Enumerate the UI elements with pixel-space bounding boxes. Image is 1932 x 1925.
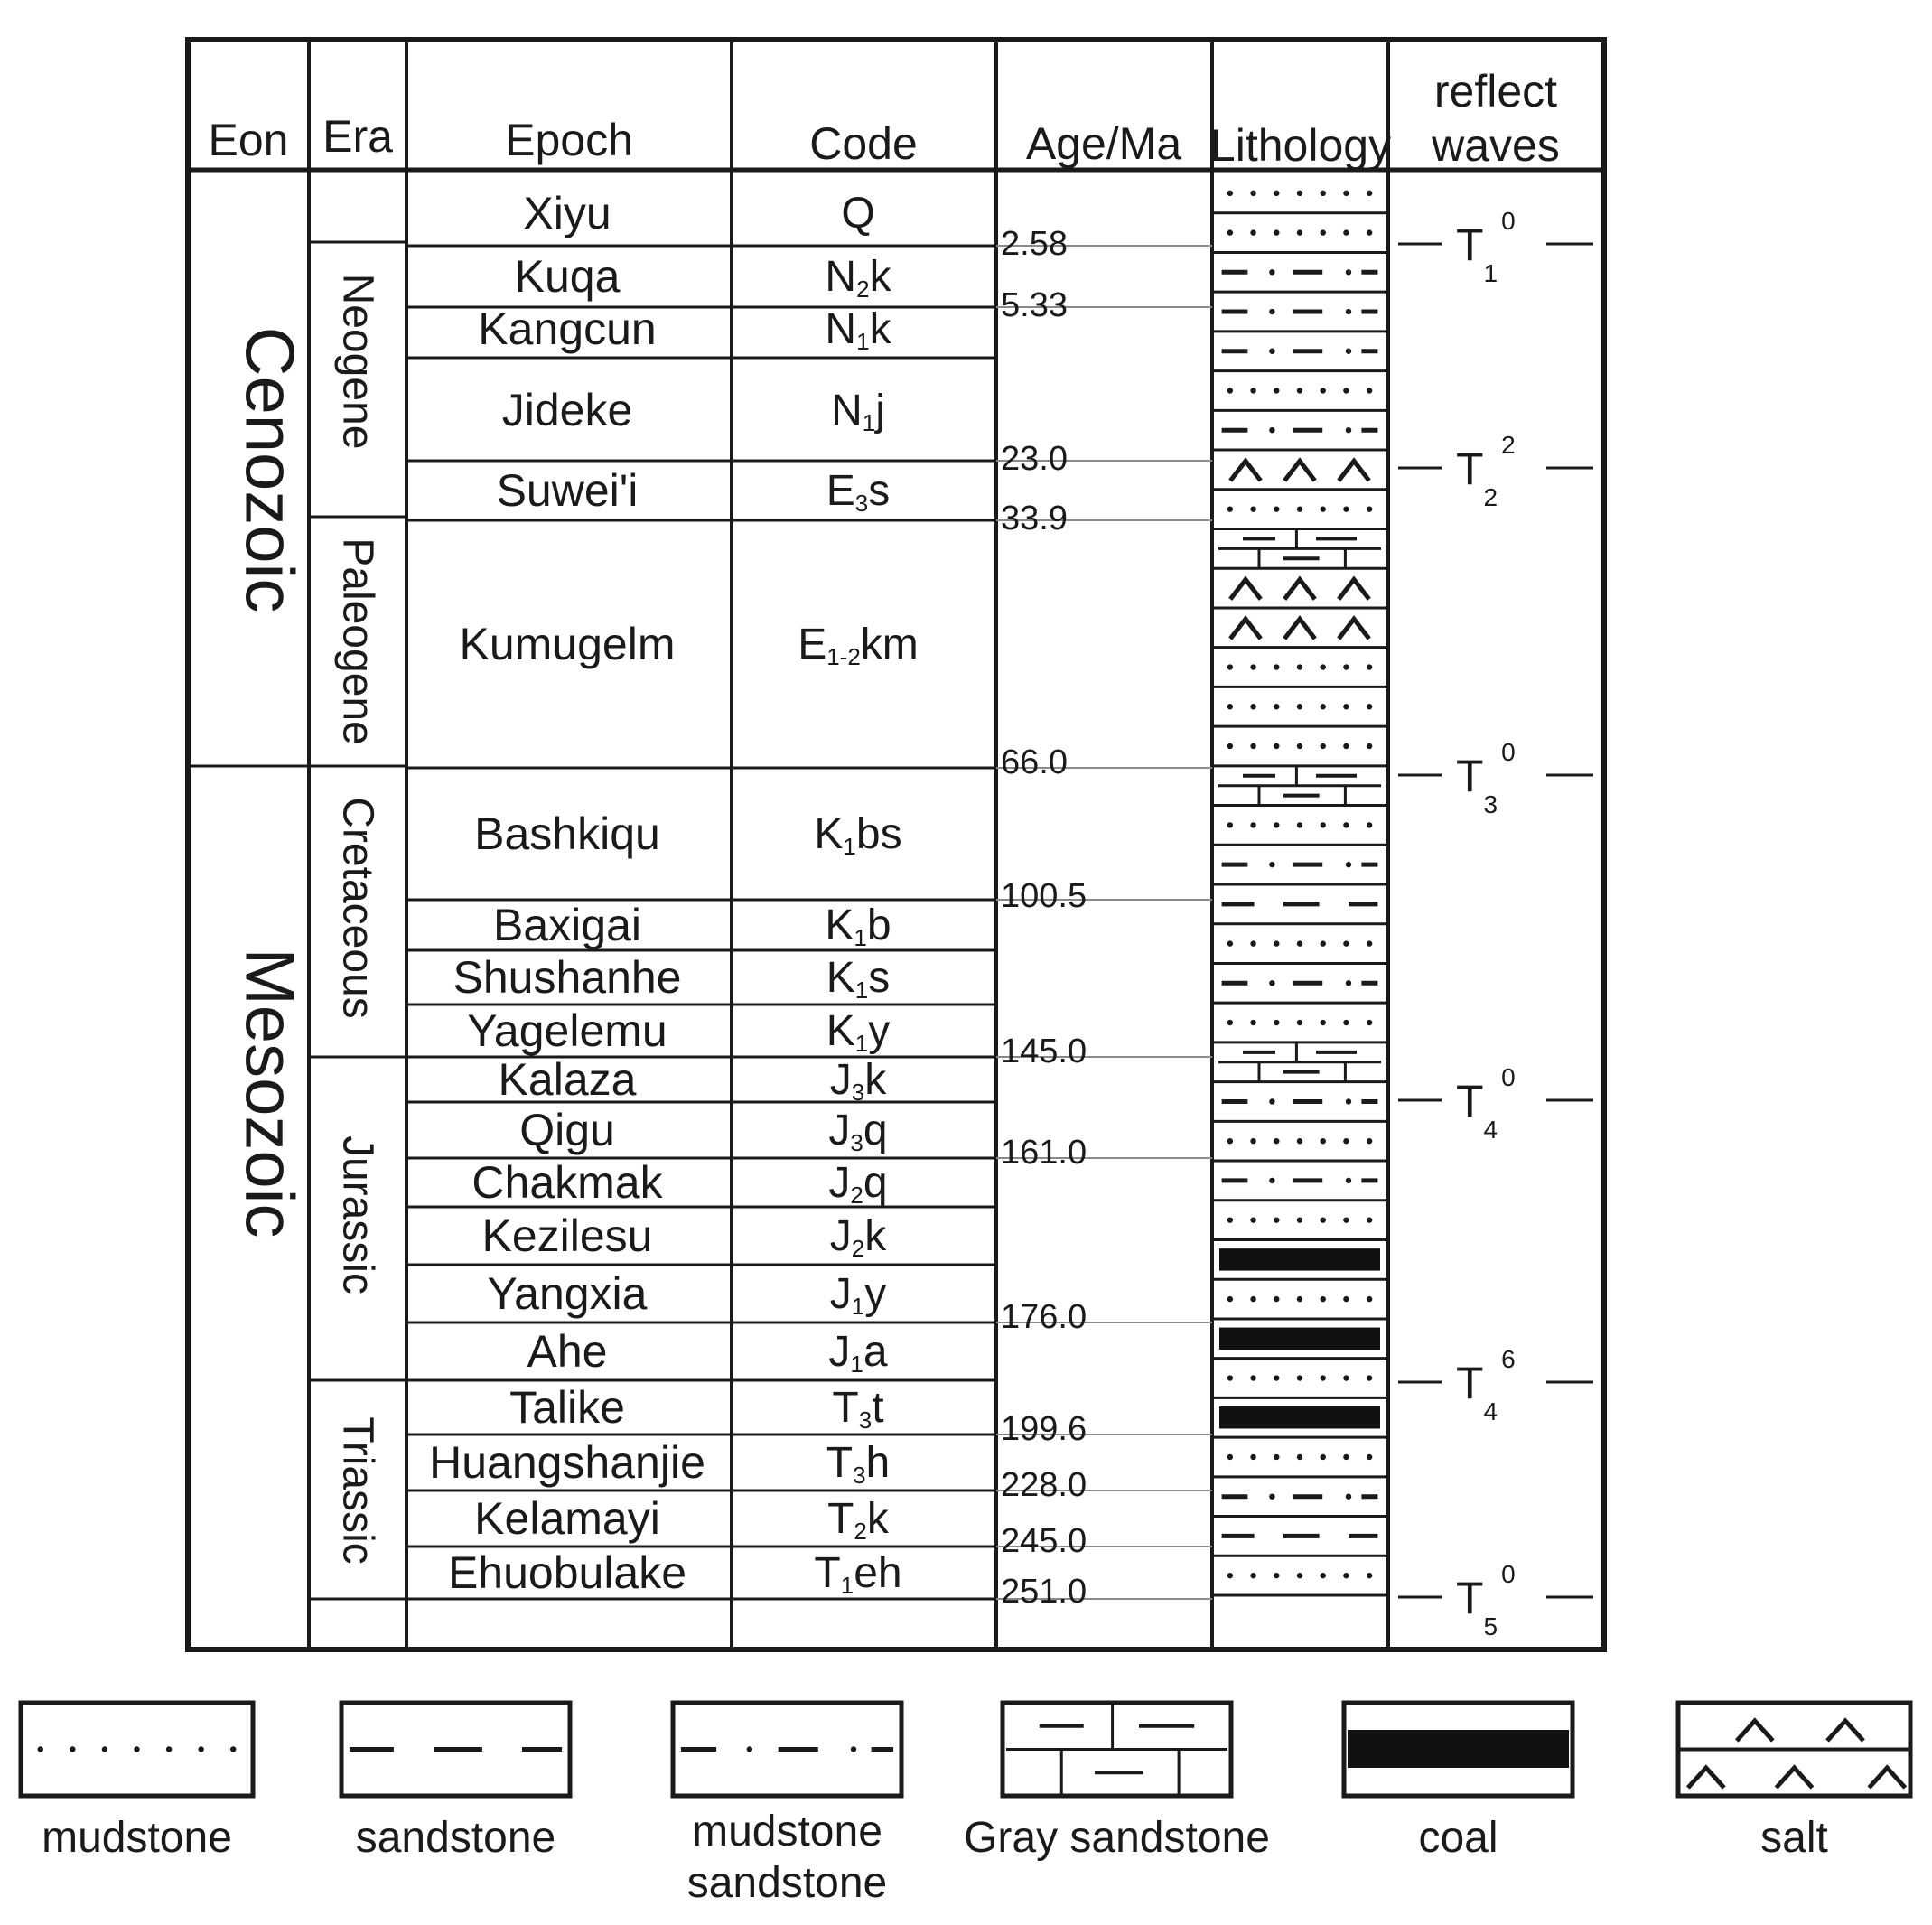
epoch-label: Yagelemu xyxy=(467,1005,667,1056)
code-label: Q xyxy=(841,189,875,238)
epoch-label: Ahe xyxy=(527,1326,608,1377)
lithology-layer xyxy=(1213,309,1386,332)
era-label-triassic: Triassic xyxy=(333,1416,382,1565)
lithology-layer xyxy=(1213,1098,1386,1121)
epoch-column xyxy=(429,188,705,1598)
header-waves: waves xyxy=(1432,120,1560,171)
code-label: $J_2k$ xyxy=(829,1211,887,1262)
legend-item xyxy=(1678,1703,1910,1862)
eon-label-cenozoic: Cenozoic xyxy=(230,326,308,613)
epoch-label: Kalaza xyxy=(498,1054,637,1105)
reflect-wave-marker xyxy=(1398,207,1593,287)
legend-item xyxy=(21,1703,253,1862)
lithology-layer xyxy=(1213,1138,1386,1161)
age-label: 176.0 xyxy=(1001,1298,1087,1336)
code-label: $J_3q$ xyxy=(828,1106,888,1156)
epoch-label: Kangcun xyxy=(478,304,657,354)
lithology-layer xyxy=(1213,619,1386,647)
code-label: $J_2q$ xyxy=(828,1158,888,1209)
epoch-label: Kumugelm xyxy=(459,619,676,669)
age-label: 245.0 xyxy=(1001,1522,1087,1560)
reflect-wave-marker xyxy=(1398,1063,1593,1144)
lithology-layer xyxy=(1213,579,1386,607)
era-label-paleogene: Paleogene xyxy=(333,537,382,745)
legend-label-line-2: sandstone xyxy=(686,1859,888,1907)
age-label: 23.0 xyxy=(1001,440,1068,478)
age-label: 145.0 xyxy=(1001,1033,1087,1070)
epoch-label: Ehuobulake xyxy=(447,1547,687,1598)
era-labels xyxy=(334,274,382,1565)
lithology-layer xyxy=(1213,940,1386,963)
lithology-layer xyxy=(1213,1217,1386,1239)
code-label: $K_1s$ xyxy=(826,953,891,1004)
age-label: 161.0 xyxy=(1001,1134,1087,1172)
code-label: $N_1k$ xyxy=(825,304,891,355)
lithology-layer xyxy=(1213,269,1386,292)
age-label: 251.0 xyxy=(1001,1573,1087,1611)
age-label: 33.9 xyxy=(1001,500,1068,537)
era-label-cretaceous: Cretaceous xyxy=(333,797,382,1019)
header-code: Code xyxy=(809,118,918,169)
eon-label-mesozoic: Mesozoic xyxy=(230,948,308,1238)
reflect-wave-label: $T_5^0$ xyxy=(1456,1560,1516,1640)
legend-item xyxy=(673,1703,901,1907)
lithology-layer xyxy=(1213,904,1386,924)
lithology-layer xyxy=(1213,461,1386,489)
lithology-layer xyxy=(1213,862,1386,884)
lithology-layer xyxy=(1213,1042,1386,1082)
lithology-layer xyxy=(1213,1248,1386,1279)
header-age: Age/Ma xyxy=(1025,118,1182,169)
reflect-waves-column xyxy=(1398,207,1593,1640)
code-label: $K_1b$ xyxy=(825,901,891,951)
lithology-column xyxy=(1213,191,1386,1595)
age-label: 100.5 xyxy=(1001,877,1087,915)
legend-swatch xyxy=(1348,1730,1569,1768)
age-label: 2.58 xyxy=(1001,225,1068,263)
lithology-layer xyxy=(1213,822,1386,845)
reflect-wave-marker xyxy=(1398,431,1593,511)
lithology-layer xyxy=(1213,388,1386,410)
epoch-label: Xiyu xyxy=(523,188,611,238)
lithology-layer xyxy=(1213,427,1386,450)
header-eon: Eon xyxy=(208,115,289,165)
lithology-layer xyxy=(1213,1536,1386,1556)
lithology-layer xyxy=(1213,506,1386,528)
lithology-layer xyxy=(1213,1493,1386,1516)
code-label: $T_3h$ xyxy=(826,1438,891,1489)
epoch-label: Talike xyxy=(509,1382,625,1433)
lithology-layer xyxy=(1213,980,1386,1003)
reflect-wave-marker xyxy=(1398,1345,1593,1425)
header-lithology: Lithology xyxy=(1209,120,1392,171)
reflect-wave-label: $T_3^0$ xyxy=(1456,738,1516,818)
lithology-layer xyxy=(1213,229,1386,252)
reflect-wave-marker xyxy=(1398,1560,1593,1640)
header-reflect: reflect xyxy=(1433,66,1558,117)
eon-labels xyxy=(231,327,308,1238)
code-label: $N_2k$ xyxy=(825,252,891,303)
legend-label: salt xyxy=(1760,1814,1828,1862)
reflect-wave-label: $T_2^2$ xyxy=(1456,431,1516,511)
legend-label: mudstone xyxy=(42,1814,232,1862)
lithology-layer xyxy=(1213,704,1386,726)
age-label: 5.33 xyxy=(1001,286,1068,324)
epoch-label: Suwei'i xyxy=(496,465,639,516)
era-label-neogene: Neogene xyxy=(333,273,382,450)
epoch-label: Chakmak xyxy=(471,1157,663,1208)
age-column xyxy=(1001,225,1087,1611)
epoch-label: Baxigai xyxy=(493,900,641,950)
reflect-wave-label: $T_1^0$ xyxy=(1456,207,1516,287)
lithology-layer xyxy=(1213,191,1386,213)
lithology-layer xyxy=(1213,529,1386,569)
lithology-layer xyxy=(1213,1375,1386,1397)
epoch-label: Shushanhe xyxy=(453,952,682,1003)
legend-label: coal xyxy=(1418,1814,1498,1862)
code-label: $E_3s$ xyxy=(826,466,891,517)
code-label: $J_3k$ xyxy=(829,1055,887,1106)
epoch-label: Qigu xyxy=(519,1105,615,1155)
code-label: $E_{1-2}km$ xyxy=(798,620,919,670)
epoch-label: Bashkiqu xyxy=(474,808,660,859)
reflect-wave-label: $T_4^0$ xyxy=(1456,1063,1516,1144)
lithology-layer xyxy=(1213,1178,1386,1201)
lithology-layer xyxy=(1213,743,1386,766)
lithology-layer xyxy=(1213,1328,1386,1359)
code-label: $K_1y$ xyxy=(826,1006,891,1057)
lithology-layer xyxy=(1213,1573,1386,1595)
age-label: 228.0 xyxy=(1001,1466,1087,1504)
lithology-layer xyxy=(1213,1020,1386,1042)
header-epoch: Epoch xyxy=(505,115,633,165)
lithology-layer xyxy=(1213,1406,1386,1437)
age-label: 66.0 xyxy=(1001,743,1068,781)
legend-item xyxy=(964,1703,1270,1862)
epoch-label: Kuqa xyxy=(514,251,621,302)
code-label: $K_1bs$ xyxy=(814,809,902,860)
reflect-wave-label: $T_4^6$ xyxy=(1456,1345,1516,1425)
era-label-jurassic: Jurassic xyxy=(333,1135,382,1295)
reflect-wave-marker xyxy=(1398,738,1593,818)
lithology-layer xyxy=(1213,766,1386,806)
lithology-layer xyxy=(1213,1296,1386,1319)
epoch-label: Kelamayi xyxy=(474,1493,660,1544)
legend-label: mudstone xyxy=(692,1808,882,1855)
epoch-label: Huangshanjie xyxy=(429,1437,705,1488)
lithology-layer xyxy=(1213,349,1386,371)
lithology-layer xyxy=(1213,664,1386,687)
age-label: 199.6 xyxy=(1001,1410,1087,1448)
code-label: $J_1y$ xyxy=(829,1269,887,1320)
epoch-label: Jideke xyxy=(501,385,633,435)
legend xyxy=(21,1703,1910,1907)
epoch-label: Kezilesu xyxy=(481,1210,653,1261)
code-label: $T_1eh$ xyxy=(814,1548,902,1599)
lithology-layer xyxy=(1213,1454,1386,1477)
header-row xyxy=(209,66,1560,171)
code-label: $T_3t$ xyxy=(832,1383,884,1434)
legend-label: sandstone xyxy=(355,1814,556,1862)
epoch-label: Yangxia xyxy=(487,1268,648,1319)
legend-label: Gray sandstone xyxy=(964,1814,1270,1862)
header-era: Era xyxy=(322,111,393,162)
code-label: $J_1a$ xyxy=(828,1327,888,1378)
code-label: $N_1j$ xyxy=(831,386,885,436)
legend-item xyxy=(1344,1703,1573,1862)
code-column xyxy=(798,190,919,1600)
code-label: $T_2k$ xyxy=(827,1494,889,1545)
legend-item xyxy=(341,1703,570,1862)
